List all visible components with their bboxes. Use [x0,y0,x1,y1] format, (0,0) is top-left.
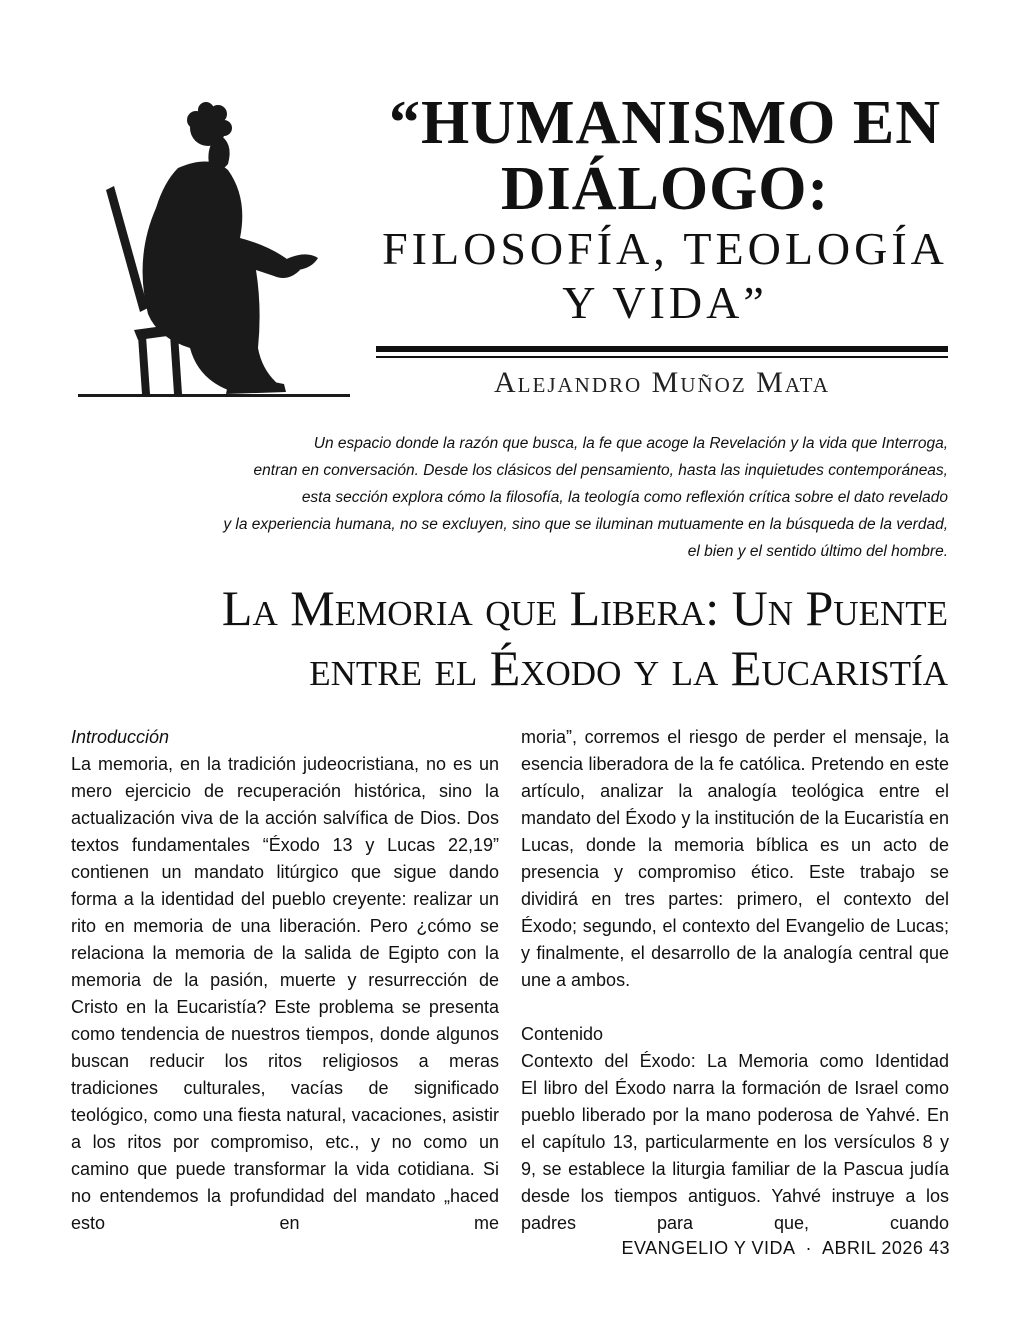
left-text-column [71,724,499,1237]
right-text-column [521,724,949,1237]
introduction-heading: Introducción [71,727,170,747]
author-name: Alejandro Muñoz Mata [494,366,830,399]
exodus-context-paragraph: El libro del Éxodo narra la formación de Israel como pueblo liberado por la mano poderosa de Yahvé. En el capítulo 13, particularmente en los versículos 8 y 9, se establece la liturgia familiar de la Pascua judía desde los tiempos antiguos. Yahvé instruye a los padres para que, cuando [521,1078,949,1233]
exodus-context-subheading: Contexto del Éxodo: La Memoria como Identidad [521,1051,949,1071]
title-divider-thick [376,346,948,352]
section-title [380,86,950,326]
section-description-line: entran en conversación. Desde los clásicos del pensamiento, hasta las inquietudes contemporáneas, [253,462,948,479]
section-title-line-4: Y VIDA” [562,277,768,328]
introduction-paragraph: La memoria, en la tradición judeocristiana, no es un mero ejercicio de recuperación histórica, sino la actualización viva de la acción salvífica de Dios. Dos textos fundamentales “Éxodo 13 y Lucas 22,19” contienen un mandato litúrgico que sigue dando forma a la identidad del pueblo creyente: realizar un rito en memoria de una liberación. Pero ¿cómo se relaciona la memoria de la salida de Egipto con la memoria de la pasión, muerte y resurrección de Cristo en la Eucaristía? Este problema se presenta como tendencia de nuestros tiempos, donde algunos buscan reducir los ritos religiosos a meras tradiciones culturales, vacías de significado teológico, como una fiesta natural, vacaciones, asistir a los ritos por compromiso, etc., y no como un camino que puede transformar la vida cotidiana. Si no entendemos la profundidad del mandato „haced esto en me [71,754,499,1233]
introduction-paragraph-continued: moria”, corremos el riesgo de perder el mensaje, la esencia liberadora de la fe católica. Pretendo en este artículo, analizar la analogía teológica entre el mandato del Éxodo y la institución de la Eucaristía en Lucas, donde la memoria bíblica es un acto de presencia y compromiso ético. Este trabajo se dividirá en tres partes: primero, el contexto del Éxodo; segundo, el contexto del Evangelio de Lucas; y finalmente, el desarrollo de la analogía central que une a ambos. [521,727,949,990]
page-footer [621,1238,950,1259]
article-title-line-2: entre el Éxodo y la Eucaristía [309,640,948,696]
article-title-line-1: La Memoria que Libera: Un Puente [221,580,948,636]
section-description-line: el bien y el sentido último del hombre. [687,543,948,560]
section-title-line-2: DIÁLOGO: [500,155,830,223]
section-description-line: y la experiencia humana, no se excluyen, sino que se iluminan mutuamente en la búsqueda de la verdad, [223,516,948,533]
article-title [48,578,948,698]
section-description-line: esta sección explora cómo la filosofía, la teología como reflexión crítica sobre el dato revelado [301,489,948,506]
section-description-line: Un espacio donde la razón que busca, la fe que acoge la Revelación y la vida que Interroga, [313,435,948,452]
thinker-silhouette-illustration [78,98,350,400]
content-heading: Contenido [521,1024,604,1044]
issue-date: ABRIL 2026 [822,1238,924,1258]
section-description [68,430,948,565]
page-number: 43 [928,1238,950,1258]
footer-separator: · [805,1238,813,1258]
section-title-line-3: FILOSOFÍA, TEOLOGÍA [382,223,948,274]
title-divider-thin [376,356,948,358]
section-title-line-1: “HUMANISMO EN [388,89,942,157]
publication-name: EVANGELIO Y VIDA [621,1238,796,1258]
